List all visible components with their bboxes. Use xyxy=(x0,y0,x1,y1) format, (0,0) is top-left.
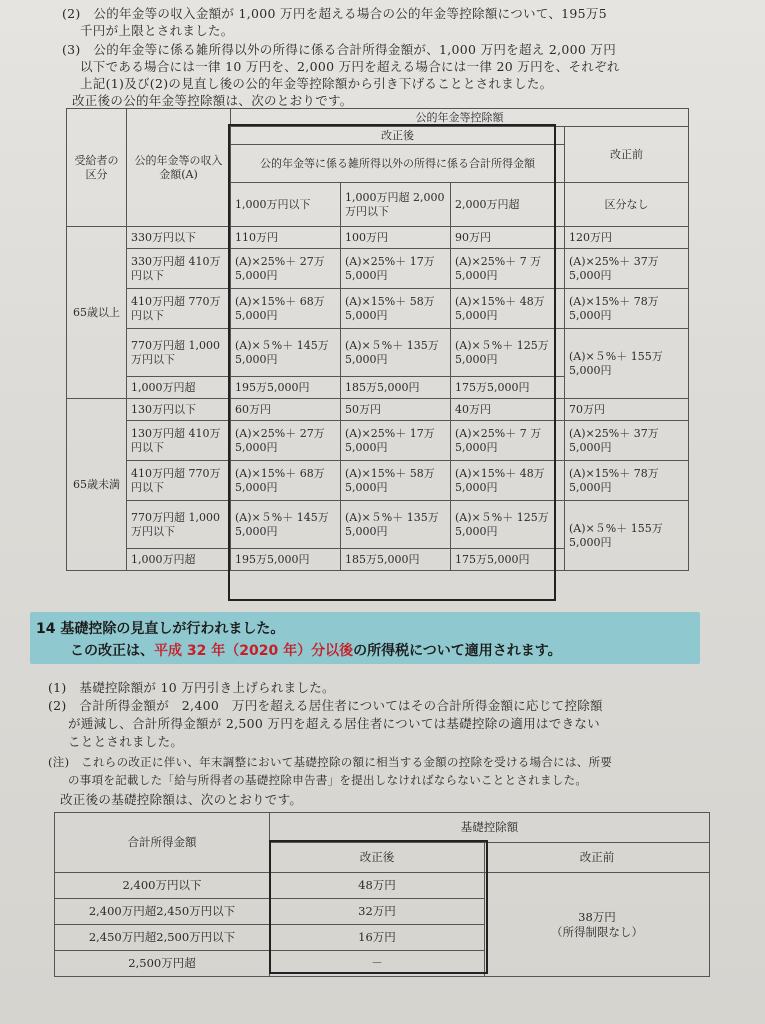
before-cell: (A)×15%＋ 78万5,000円 xyxy=(565,289,689,329)
income-cell: 2,400万円以下 xyxy=(55,873,270,899)
deduction-cell: (A)×５%＋ 145万5,000円 xyxy=(231,501,341,549)
item3-line1: (3) 公的年金等に係る雑所得以外の所得に係る合計所得金額が、1,000 万円を超え 2,000 万円 xyxy=(62,42,616,57)
table-row xyxy=(67,249,689,289)
income-cell: 130万円超 410万円以下 xyxy=(127,421,231,461)
deduction-cell: (A)×15%＋ 68万5,000円 xyxy=(231,461,341,501)
after-cell: 32万円 xyxy=(270,899,485,925)
section14-note-date: 平成 32 年（2020 年）分以後 xyxy=(154,643,354,659)
body2-item1: (1) 基礎控除額が 10 万円引き上げられました。 xyxy=(48,680,335,695)
deduction-cell: 185万5,000円 xyxy=(341,549,451,571)
pension-deduction-table xyxy=(66,108,689,571)
income-cell: 1,000万円超 xyxy=(127,377,231,399)
section14-banner xyxy=(30,612,700,664)
income-cell: 770万円超 1,000万円以下 xyxy=(127,501,231,549)
before-cell: 70万円 xyxy=(565,399,689,421)
deduction-cell: (A)×25%＋ 17万5,000円 xyxy=(341,421,451,461)
body2-note-line2: の事項を記載した「給与所得者の基礎控除申告書」を提出しなければならないこととされました。 xyxy=(68,773,588,787)
body2-note-line1: (注) これらの改正に伴い、年末調整において基礎控除の額に相当する金額の控除を受ける場合には、所要 xyxy=(48,755,613,769)
deduction-cell: (A)×15%＋ 48万5,000円 xyxy=(451,289,565,329)
before-value: 38万円 xyxy=(578,909,616,924)
header-no-class: 区分なし xyxy=(565,183,689,227)
after-cell: 48万円 xyxy=(270,873,485,899)
header-col2: 1,000万円超 2,000万円以下 xyxy=(341,183,451,227)
income-cell: 330万円以下 xyxy=(127,227,231,249)
after-cell: － xyxy=(270,951,485,977)
table-row xyxy=(67,501,689,549)
deduction-cell: 110万円 xyxy=(231,227,341,249)
income-cell: 2,500万円超 xyxy=(55,951,270,977)
before-cell: (A)×５%＋ 155万5,000円 xyxy=(565,501,689,571)
section14-note-suffix: の所得税について適用されます。 xyxy=(353,643,562,659)
income-cell: 2,400万円超2,450万円以下 xyxy=(55,899,270,925)
table1-caption: 改正後の公的年金等控除額は、次のとおりです。 xyxy=(72,93,353,108)
section14-note-prefix: この改正は、 xyxy=(70,643,154,659)
table-row xyxy=(67,421,689,461)
header-recipient: 受給者の区分 xyxy=(67,109,127,227)
deduction-cell: (A)×15%＋ 68万5,000円 xyxy=(231,289,341,329)
deduction-cell: (A)×５%＋ 145万5,000円 xyxy=(231,329,341,377)
body2-item2-line3: こととされました。 xyxy=(68,734,184,749)
deduction-cell: 60万円 xyxy=(231,399,341,421)
header-other-income: 公的年金等に係る雑所得以外の所得に係る合計所得金額 xyxy=(231,145,565,183)
item2-line2: 千円が上限とされました。 xyxy=(80,23,234,38)
table2-caption: 改正後の基礎控除額は、次のとおりです。 xyxy=(60,792,303,807)
deduction-cell: (A)×25%＋ 7 万5,000円 xyxy=(451,249,565,289)
income-cell: 330万円超 410万円以下 xyxy=(127,249,231,289)
table-row xyxy=(67,289,689,329)
table-row xyxy=(67,461,689,501)
before-cell xyxy=(485,873,710,977)
income-cell: 2,450万円超2,500万円以下 xyxy=(55,925,270,951)
deduction-cell: (A)×25%＋ 27万5,000円 xyxy=(231,249,341,289)
before-note: （所得制限なし） xyxy=(551,924,643,939)
deduction-cell: (A)×５%＋ 135万5,000円 xyxy=(341,501,451,549)
table-row xyxy=(67,399,689,421)
before-cell: (A)×５%＋ 155万5,000円 xyxy=(565,329,689,399)
income-cell: 770万円超 1,000万円以下 xyxy=(127,329,231,377)
before-cell: (A)×15%＋ 78万5,000円 xyxy=(565,461,689,501)
deduction-cell: (A)×５%＋ 125万5,000円 xyxy=(451,501,565,549)
age-group-label: 65歳以上 xyxy=(67,227,127,399)
header-col1: 1,000万円以下 xyxy=(231,183,341,227)
before-cell: (A)×25%＋ 37万5,000円 xyxy=(565,249,689,289)
t2-header-before: 改正前 xyxy=(485,843,710,873)
table-row xyxy=(55,873,710,899)
income-cell: 1,000万円超 xyxy=(127,549,231,571)
header-deduction: 公的年金等控除額 xyxy=(231,109,689,127)
deduction-cell: (A)×15%＋ 58万5,000円 xyxy=(341,289,451,329)
header-before: 改正前 xyxy=(565,127,689,183)
header-col3: 2,000万円超 xyxy=(451,183,565,227)
deduction-cell: 100万円 xyxy=(341,227,451,249)
deduction-cell: (A)×５%＋ 135万5,000円 xyxy=(341,329,451,377)
table-row xyxy=(67,329,689,377)
before-cell: 120万円 xyxy=(565,227,689,249)
deduction-cell: 40万円 xyxy=(451,399,565,421)
income-cell: 130万円以下 xyxy=(127,399,231,421)
deduction-cell: 175万5,000円 xyxy=(451,377,565,399)
body2-item2-line1: (2) 合計所得金額が 2,400 万円を超える居住者についてはその合計所得金額に応じて控除額 xyxy=(48,698,603,713)
deduction-cell: 185万5,000円 xyxy=(341,377,451,399)
header-after: 改正後 xyxy=(231,127,565,145)
deduction-cell: (A)×25%＋ 17万5,000円 xyxy=(341,249,451,289)
t2-header-income: 合計所得金額 xyxy=(55,813,270,873)
deduction-cell: 175万5,000円 xyxy=(451,549,565,571)
deduction-cell: (A)×15%＋ 48万5,000円 xyxy=(451,461,565,501)
after-cell: 16万円 xyxy=(270,925,485,951)
basic-deduction-table xyxy=(54,812,710,977)
header-income: 公的年金等の収入金額(A) xyxy=(127,109,231,227)
section14-note xyxy=(70,640,562,660)
body2-item2-line2: が逓減し、合計所得金額が 2,500 万円を超える居住者については基礎控除の適用はできない xyxy=(68,716,600,731)
income-cell: 410万円超 770万円以下 xyxy=(127,289,231,329)
age-group-label: 65歳未満 xyxy=(67,399,127,571)
item3-line2: 以下である場合には一律 10 万円を、2,000 万円を超える場合には一律 20 万円を、それぞれ xyxy=(80,59,620,74)
table-row xyxy=(67,227,689,249)
item2-line1: (2) 公的年金等の収入金額が 1,000 万円を超える場合の公的年金等控除額について、195万5 xyxy=(62,6,607,21)
t2-header-after: 改正後 xyxy=(270,843,485,873)
deduction-cell: 195万5,000円 xyxy=(231,377,341,399)
deduction-cell: (A)×25%＋ 27万5,000円 xyxy=(231,421,341,461)
deduction-cell: 90万円 xyxy=(451,227,565,249)
deduction-cell: (A)×５%＋ 125万5,000円 xyxy=(451,329,565,377)
deduction-cell: (A)×25%＋ 7 万5,000円 xyxy=(451,421,565,461)
income-cell: 410万円超 770万円以下 xyxy=(127,461,231,501)
section14-title: 14 基礎控除の見直しが行われました。 xyxy=(36,621,285,637)
item3-line3: 上記(1)及び(2)の見直し後の公的年金等控除額から引き下げることとされました。 xyxy=(80,76,553,91)
deduction-cell: (A)×15%＋ 58万5,000円 xyxy=(341,461,451,501)
before-cell: (A)×25%＋ 37万5,000円 xyxy=(565,421,689,461)
deduction-cell: 50万円 xyxy=(341,399,451,421)
t2-header-deduction: 基礎控除額 xyxy=(270,813,710,843)
deduction-cell: 195万5,000円 xyxy=(231,549,341,571)
